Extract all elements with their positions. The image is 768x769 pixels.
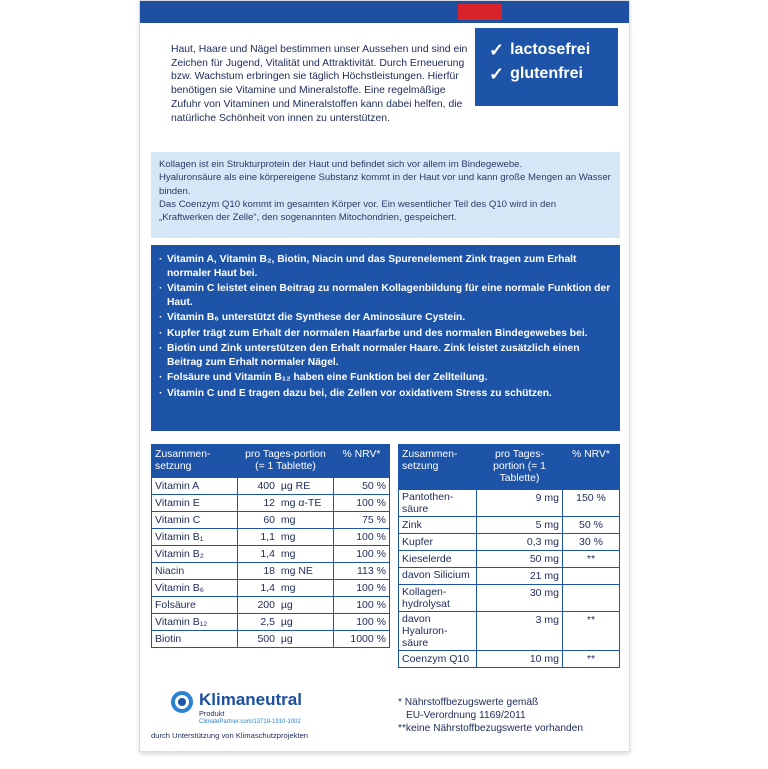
gluten-free-label: glutenfrei: [510, 65, 583, 82]
nutrient-amount: 9 mg: [477, 490, 563, 517]
table-row: [399, 517, 620, 534]
info-box: [151, 152, 620, 238]
climate-url: ClimatePartner.com/13719-1910-1002: [199, 719, 301, 725]
nutrient-amount: 21 mg: [477, 568, 563, 585]
nutrient-amount: 60 mg: [238, 512, 334, 529]
nutrient-name: Vitamin B₁₂: [152, 614, 238, 631]
benefit-item: · Vitamin C und E tragen dazu bei, die Zellen vor oxidativem Stress zu schützen.: [159, 387, 552, 399]
info-q10: Das Coenzym Q10 kommt im gesamten Körper vor. Ein wesentlicher Teil des Q10 wird in den „Kraftwerken der Zelle“, den sogenannten Mitochondrien, gespeichert.: [159, 198, 557, 224]
climate-footer: durch Unterstützung von Klimaschutzprojekten: [151, 731, 309, 740]
table-row: [399, 651, 620, 668]
climate-title: Klimaneutral: [199, 690, 302, 709]
nutrient-name: Folsäure: [152, 597, 238, 614]
table-row: [152, 631, 390, 648]
nutrient-amount: 400 µg RE: [238, 478, 334, 495]
gluten-free-row: [489, 62, 618, 86]
nutrient-nrv: 100 %: [334, 580, 390, 597]
nutrient-nrv: 50 %: [563, 517, 620, 534]
nutrient-name: Biotin: [152, 631, 238, 648]
footnotes: [398, 696, 583, 735]
benefit-item: · Vitamin C leistet einen Beitrag zu normalen Kollagenbildung für eine normale Funktion der Haut.: [159, 283, 611, 308]
col-header-portion: pro Tages-portion (= 1 Tablette): [477, 445, 563, 490]
table-row: [152, 512, 390, 529]
table-row: [152, 529, 390, 546]
nutrient-name: Pantothen-säure: [399, 490, 477, 517]
table-row: [152, 597, 390, 614]
nutrient-amount: 0,3 mg: [477, 534, 563, 551]
table-row: [399, 612, 620, 651]
nutrient-name: Coenzym Q10: [399, 651, 477, 668]
nutrient-amount: 5 mg: [477, 517, 563, 534]
nutrient-amount: 12 mg α-TE: [238, 495, 334, 512]
package-back: [139, 0, 630, 752]
nutrient-name: davon Silicium: [399, 568, 477, 585]
nutrient-nrv: [563, 568, 620, 585]
nutrient-name: davon Hyaluron-säure: [399, 612, 477, 651]
nutrient-amount: 18 mg NE: [238, 563, 334, 580]
nutrient-amount: 1,4 mg: [238, 546, 334, 563]
climate-partner-icon: [171, 691, 193, 713]
nutrition-table-right: [398, 444, 620, 668]
col-header-portion: pro Tages-portion (= 1 Tablette): [238, 445, 334, 478]
nutrient-nrv: 100 %: [334, 614, 390, 631]
benefit-item: · Vitamin B₆ unterstützt die Synthese der Aminosäure Cystein.: [159, 312, 466, 323]
nutrient-nrv: 1000 %: [334, 631, 390, 648]
nutrient-nrv: **: [563, 551, 620, 568]
col-header-nrv: % NRV*: [563, 445, 620, 490]
benefits-list: [151, 245, 620, 431]
nutrient-name: Vitamin A: [152, 478, 238, 495]
nutrient-amount: 50 mg: [477, 551, 563, 568]
nutrient-name: Vitamin E: [152, 495, 238, 512]
table-row: [399, 551, 620, 568]
benefit-item: · Folsäure und Vitamin B₁₂ haben eine Funktion bei der Zellteilung.: [159, 372, 488, 383]
nutrient-amount: 1,1 mg: [238, 529, 334, 546]
nutrient-nrv: [563, 585, 620, 612]
checkmark-icon: ✓: [489, 40, 505, 60]
lactose-free-label: lactosefrei: [510, 41, 591, 58]
nutrient-nrv: 100 %: [334, 529, 390, 546]
nutrient-amount: 500 µg: [238, 631, 334, 648]
footnote-2: **keine Nährstoffbezugswerte vorhanden: [398, 723, 584, 734]
checkmark-icon: ✓: [489, 64, 505, 84]
benefit-item: · Kupfer trägt zum Erhalt der normalen Haarfarbe und des normalen Bindegewebes bei.: [159, 327, 588, 339]
table-row: [152, 546, 390, 563]
benefit-item: · Vitamin A, Vitamin B₂, Biotin, Niacin und das Spurenelement Zink tragen zum Erhalt normaler Haut bei.: [159, 254, 577, 279]
footnote-1-cont: EU-Verordnung 1169/2011: [406, 710, 526, 721]
info-hyaluron: Hyaluronsäure als eine körpereigene Substanz kommt in der Haut vor und kann große Mengen an Wasser binden.: [159, 172, 611, 197]
nutrient-nrv: 100 %: [334, 495, 390, 512]
free-from-box: [475, 28, 618, 106]
red-badge: [458, 4, 502, 20]
col-header-composition: Zusammen-setzung: [152, 445, 238, 478]
benefit-item: · Biotin und Zink unterstützen den Erhalt normaler Haare. Zink leistet zusätzlich einen Beitrag zum Erhalt normaler Nägel.: [159, 343, 580, 368]
table-row: [152, 478, 390, 495]
lactose-free-row: [489, 38, 618, 62]
col-header-nrv: % NRV*: [334, 445, 390, 478]
nutrient-nrv: 75 %: [334, 512, 390, 529]
nutrient-name: Vitamin C: [152, 512, 238, 529]
info-collagen: Kollagen ist ein Strukturprotein der Haut und befindet sich vor allem im Bindegewebe.: [159, 159, 523, 170]
nutrition-table-left: [151, 444, 390, 648]
nutrient-name: Vitamin B₂: [152, 546, 238, 563]
nutrient-name: Zink: [399, 517, 477, 534]
nutrient-amount: 30 mg: [477, 585, 563, 612]
table-row: [152, 495, 390, 512]
nutrient-nrv: 113 %: [334, 563, 390, 580]
nutrient-name: Kollagen-hydrolysat: [399, 585, 477, 612]
nutrient-amount: 200 µg: [238, 597, 334, 614]
nutrient-amount: 2,5 µg: [238, 614, 334, 631]
footnote-1: * Nährstoffbezugswerte gemäß: [398, 697, 539, 708]
nutrient-amount: 10 mg: [477, 651, 563, 668]
table-row: [399, 490, 620, 517]
table-row: [399, 585, 620, 612]
nutrient-name: Vitamin B₆: [152, 580, 238, 597]
table-row: [152, 614, 390, 631]
nutrient-name: Kieselerde: [399, 551, 477, 568]
nutrient-name: Vitamin B₁: [152, 529, 238, 546]
nutrient-name: Niacin: [152, 563, 238, 580]
nutrient-nrv: 150 %: [563, 490, 620, 517]
table-row: [399, 534, 620, 551]
nutrient-nrv: 30 %: [563, 534, 620, 551]
nutrient-amount: 3 mg: [477, 612, 563, 651]
table-row: [399, 568, 620, 585]
nutrient-nrv: **: [563, 651, 620, 668]
table-row: [152, 563, 390, 580]
top-strip: [140, 1, 629, 23]
nutrient-amount: 1,4 mg: [238, 580, 334, 597]
intro-paragraph: Haut, Haare und Nägel bestimmen unser Aussehen und sind ein Zeichen für Jugend, Vitalität und Attraktivität. Durch Erneuerung bzw. Wachstum erbringen sie täglich Höchstleistungen. Hierfür benötigen sie Vitamine und Mineralstoffe. Eine regelmäßige Zufuhr von Vitaminen und Mineralstoffen kann dabei helfen, die natürliche Schönheit von innen zu unterstützen.: [171, 44, 468, 124]
climate-subtitle: Produkt: [199, 709, 225, 718]
col-header-composition: Zusammen-setzung: [399, 445, 477, 490]
nutrient-nrv: **: [563, 612, 620, 651]
nutrient-nrv: 100 %: [334, 597, 390, 614]
nutrient-name: Kupfer: [399, 534, 477, 551]
nutrient-nrv: 100 %: [334, 546, 390, 563]
table-row: [152, 580, 390, 597]
nutrient-nrv: 50 %: [334, 478, 390, 495]
